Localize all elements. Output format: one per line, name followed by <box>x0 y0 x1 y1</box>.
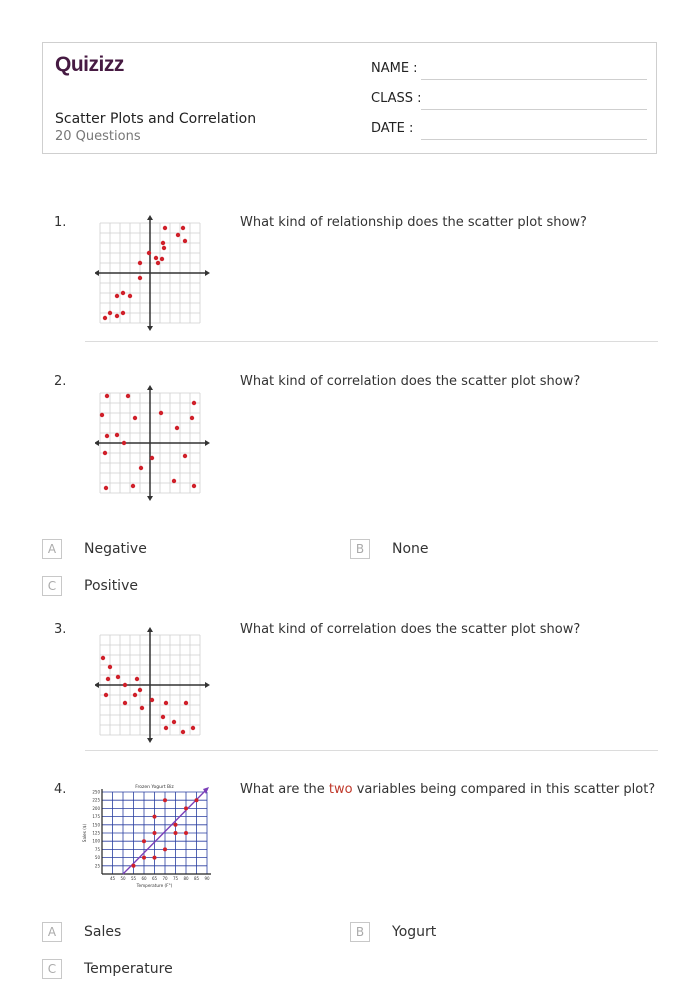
svg-text:Temperature (F°): Temperature (F°) <box>136 883 173 888</box>
option-letter: B <box>350 922 370 942</box>
option-a[interactable] <box>42 539 147 559</box>
scatter-negative-image <box>95 627 215 745</box>
svg-text:75: 75 <box>172 876 179 881</box>
question-text: What are the two variables being compared in this scatter plot? <box>240 782 656 797</box>
svg-text:250: 250 <box>92 789 100 795</box>
option-letter: A <box>42 539 62 559</box>
option-c[interactable] <box>42 576 138 596</box>
svg-text:75: 75 <box>94 846 100 852</box>
option-letter: C <box>42 576 62 596</box>
question-number: 3. <box>54 622 67 637</box>
svg-text:200: 200 <box>92 805 100 811</box>
question-number: 2. <box>54 374 67 389</box>
svg-text:85: 85 <box>193 876 200 881</box>
question-text: What kind of relationship does the scatter plot show? <box>240 215 587 230</box>
svg-text:225: 225 <box>92 797 100 803</box>
divider <box>85 750 658 751</box>
option-label: Yogurt <box>392 924 437 940</box>
option-c[interactable] <box>42 959 173 979</box>
svg-text:25: 25 <box>94 863 100 869</box>
svg-text:60: 60 <box>141 876 147 881</box>
question-count: 20 Questions <box>55 129 141 144</box>
name-field[interactable] <box>421 79 647 80</box>
svg-text:Sales ($): Sales ($) <box>82 823 87 843</box>
option-label: Sales <box>84 924 122 940</box>
frozen-yogurt-chart <box>80 780 225 895</box>
class-field[interactable] <box>421 109 647 110</box>
option-label: None <box>392 541 429 557</box>
svg-text:100: 100 <box>92 838 100 844</box>
quizizz-logo: Quizizz <box>55 53 124 76</box>
svg-text:Frozen Yogurt Biz: Frozen Yogurt Biz <box>135 785 174 790</box>
svg-text:80: 80 <box>183 876 189 881</box>
worksheet-header <box>42 42 657 154</box>
scatter-none-image <box>95 385 215 503</box>
svg-text:45: 45 <box>109 876 116 881</box>
option-label: Negative <box>84 541 147 557</box>
svg-text:50: 50 <box>94 855 100 861</box>
svg-text:65: 65 <box>151 876 158 881</box>
option-label: Temperature <box>84 961 173 977</box>
svg-text:55: 55 <box>130 876 137 881</box>
option-b[interactable] <box>350 922 436 942</box>
svg-text:150: 150 <box>92 822 100 828</box>
highlight-word: two <box>328 782 353 797</box>
option-label: Positive <box>84 578 138 594</box>
question-text: What kind of correlation does the scatter plot show? <box>240 374 581 389</box>
name-label: NAME : <box>371 61 418 76</box>
svg-text:125: 125 <box>92 830 100 836</box>
worksheet-title: Scatter Plots and Correlation <box>55 111 257 127</box>
question-number: 1. <box>54 215 67 230</box>
scatter-positive-image <box>95 215 215 333</box>
option-b[interactable] <box>350 539 429 559</box>
svg-text:50: 50 <box>120 876 126 881</box>
svg-text:175: 175 <box>92 814 100 820</box>
option-letter: C <box>42 959 62 979</box>
option-letter: B <box>350 539 370 559</box>
date-label: DATE : <box>371 121 414 136</box>
divider <box>85 341 658 342</box>
option-a[interactable] <box>42 922 121 942</box>
question-text: What kind of correlation does the scatter plot show? <box>240 622 581 637</box>
date-field[interactable] <box>421 139 647 140</box>
option-letter: A <box>42 922 62 942</box>
class-label: CLASS : <box>371 91 422 106</box>
svg-text:90: 90 <box>204 876 210 881</box>
question-number: 4. <box>54 782 67 797</box>
svg-text:70: 70 <box>162 876 168 881</box>
